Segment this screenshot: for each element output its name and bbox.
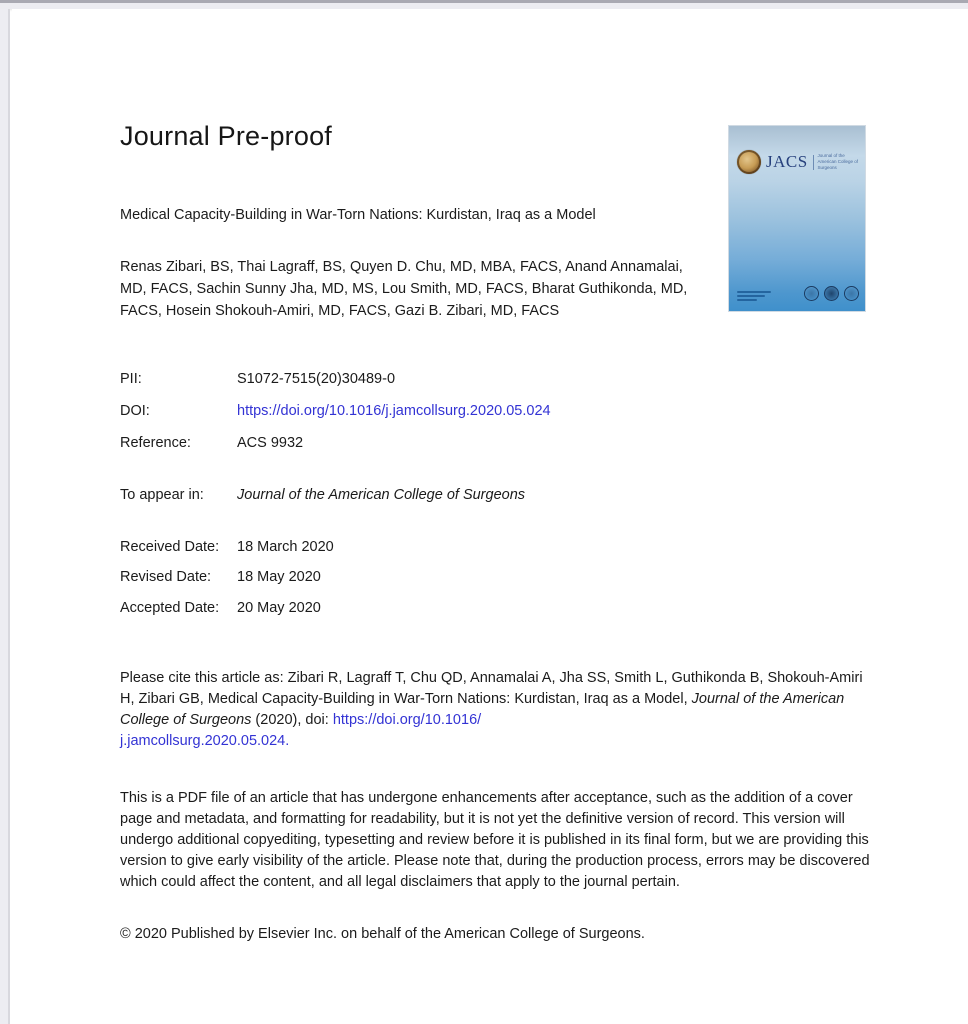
citation-doi-link-line1: https://doi.org/10.1016/ (332, 712, 482, 728)
reference-label: Reference: (120, 435, 191, 451)
copyright-line: © 2020 Published by Elsevier Inc. on behalf of the American College of Surgeons. (120, 926, 645, 942)
pdf-page (12, 9, 968, 1024)
accepted-date-label: Accepted Date: (120, 600, 220, 616)
received-date-label: Received Date: (120, 539, 220, 555)
journal-abbrev: JACS (766, 152, 808, 171)
reference-value: ACS 9932 (237, 435, 304, 451)
viewer-left-margin (0, 9, 10, 1024)
doi-label: DOI: (120, 403, 150, 419)
meta-row-to-appear-in (120, 487, 525, 503)
to-appear-journal-name: Journal of the American College of Surgeons (237, 487, 526, 503)
meta-row-received-date (120, 539, 334, 555)
meta-row-revised-date (120, 569, 321, 585)
page-title: Journal Pre-proof (120, 121, 333, 151)
meta-row-reference (120, 435, 303, 451)
cover-microtext (737, 289, 771, 301)
cover-emblem-icon (844, 286, 859, 301)
microtext-line (737, 291, 771, 293)
citation-journal-name: Journal of the American College of Surgeons (120, 691, 845, 728)
citation-text: Please cite this article as: Zibari R, Lagraff T, Chu QD, Annamalai A, Jha SS, Smith L, Guthikonda B, Shokouh-Amiri H, Zibari GB, Medical Capacity-Building in War-Torn Nations: Kurdistan, Iraq as a Model, (120, 670, 863, 707)
doi-link[interactable]: https://doi.org/10.1016/j.jamcollsurg.2020.05.024 (237, 403, 551, 419)
journal-name-line1: Journal of the (817, 153, 845, 158)
preproof-disclaimer: This is a PDF file of an article that has undergone enhancements after acceptance, such as the addition of a cover page and metadata, and formatting for readability, but it is not yet the definitive version of record. This version will undergo additional copyediting, typesetting and review before it is published in its final form, but we are providing this version to give early visibility of the article. Please note that, during the production process, errors may be discovered which could affect the content, and all legal disclaimers that apply to the journal pertain. (120, 790, 870, 890)
viewer-top-edge (0, 0, 968, 9)
meta-row-doi (120, 403, 551, 419)
meta-row-accepted-date (120, 600, 321, 616)
citation-middle: (2020), doi: (251, 712, 333, 728)
journal-name (817, 153, 865, 171)
logo-divider (813, 155, 814, 170)
citation-doi-link-line2: j.jamcollsurg.2020.05.024. (120, 733, 290, 749)
acs-seal-icon (737, 150, 761, 174)
microtext-line (737, 295, 765, 297)
cover-emblem-icon (824, 286, 839, 301)
cover-emblem-icon (804, 286, 819, 301)
journal-cover-thumbnail (729, 126, 865, 311)
pii-value: S1072-7515(20)30489-0 (237, 371, 396, 387)
revised-date-value: 18 May 2020 (237, 569, 321, 585)
jacs-logo (737, 150, 865, 174)
author-list: Renas Zibari, BS, Thai Lagraff, BS, Quyen D. Chu, MD, MBA, FACS, Anand Annamalai, MD, FACS, Sachin Sunny Jha, MD, MS, Lou Smith, MD, FACS, Bharat Guthikonda, MD, FACS, Hosein Shokouh-Amiri, MD, FACS, Gazi B. Zibari, MD, FACS (120, 259, 688, 319)
revised-date-label: Revised Date: (120, 569, 212, 585)
cover-footer (737, 286, 859, 301)
accepted-date-value: 20 May 2020 (237, 600, 321, 616)
meta-row-pii (120, 371, 395, 387)
received-date-value: 18 March 2020 (237, 539, 334, 555)
citation-paragraph (120, 668, 868, 752)
microtext-line (737, 299, 757, 301)
journal-name-line2: American College of Surgeons (817, 159, 858, 170)
cover-emblems (804, 286, 859, 301)
to-appear-label: To appear in: (120, 487, 204, 503)
article-title: Medical Capacity-Building in War-Torn Nations: Kurdistan, Iraq as a Model (120, 207, 596, 223)
pii-label: PII: (120, 371, 142, 387)
